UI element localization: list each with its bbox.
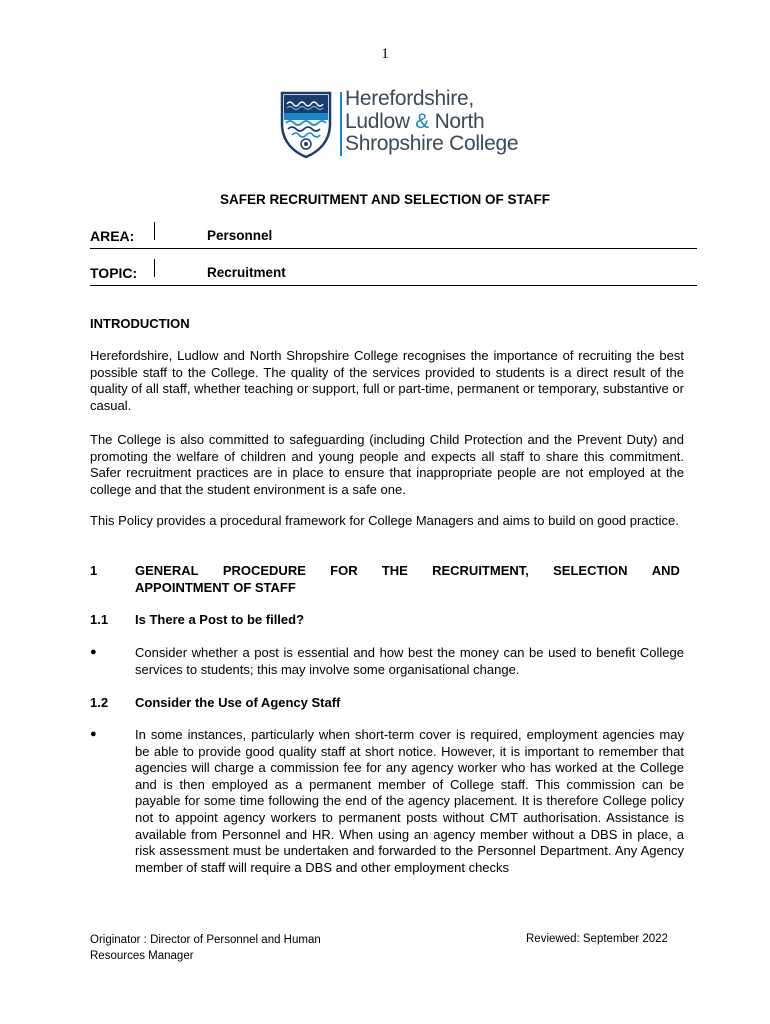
area-divider [154,222,155,240]
intro-paragraph-2: The College is also committed to safeguarding (including Child Protection and the Prevent Duty) and promoting the welfare of children and young people and expects all staff to share this commitment. Safer recruitment practices are in place to ensure that inappropriate people are not employed at the college and that the student environment is a safe one. [90,432,684,497]
college-name [345,88,518,156]
area-label: AREA: [90,228,135,244]
section-1-title-line-1: GENERAL PROCEDURE FOR THE RECRUITMENT, SELECTION AND [135,563,680,578]
area-value: Personnel [207,228,273,243]
college-name-line-2: Ludlow & North [345,109,485,133]
introduction-heading: INTRODUCTION [90,316,190,331]
college-name-line-3: Shropshire College [345,132,519,155]
section-1-title-line-2: APPOINTMENT OF STAFF [135,579,296,595]
subsection-1-2-number: 1.2 [90,695,109,710]
subsection-1-1-number: 1.1 [90,612,109,627]
page-number: 1 [381,46,389,62]
subsection-1-1-title: Is There a Post to be filled? [135,612,305,627]
subsection-1-2-title: Consider the Use of Agency Staff [135,695,341,710]
subsection-1-2-bullet: In some instances, particularly when short-term cover is required, employment agencies may be able to provide good quality staff at short notice. However, it is important to remember that agencies will charge a commission fee for any agency worker who has worked at the College and is then employed as a permanent member of College staff. This commission can be payable for some time following the end of the agency placement. It is therefore College policy not to appoint agency workers to permanent posts without CMT authorisation. Assistance is available from Personnel and HR. When using an agency member without a DBS in place, a risk assessment must be undertaken and forwarded to the Personnel Department. Any Agency member of staff will require a DBS and other employment checks [135,727,684,875]
footer-originator: Originator : Director of Personnel and Human Resources Manager [90,934,321,962]
intro-paragraph-3: This Policy provides a procedural framework for College Managers and aims to build on good practice. [90,513,679,528]
intro-paragraph-1: Herefordshire, Ludlow and North Shropshire College recognises the importance of recruiting the best possible staff to the College. The quality of the services provided to students is a direct result of the quality of all staff, whether teaching or support, full or part-time, permanent or temporary, substantive or casual. [90,348,684,413]
bullet-icon: ● [90,646,97,658]
bullet-icon: ● [90,728,97,740]
section-1-number: 1 [90,563,98,578]
college-name-line-1: Herefordshire, [345,87,474,110]
topic-divider [154,259,155,277]
area-row [90,222,697,249]
subsection-1-1-bullet: Consider whether a post is essential and how best the money can be used to benefit College services to students; this may involve some organisational change. [135,645,684,677]
topic-value: Recruitment [207,265,286,280]
topic-label: TOPIC: [90,265,138,281]
document-title: SAFER RECRUITMENT AND SELECTION OF STAFF [220,192,550,207]
section-1-title [135,563,680,596]
footer-reviewed: Reviewed: September 2022 [526,933,668,945]
topic-row [90,259,697,286]
crest-shield-icon [282,93,330,157]
ampersand: & [415,109,430,133]
